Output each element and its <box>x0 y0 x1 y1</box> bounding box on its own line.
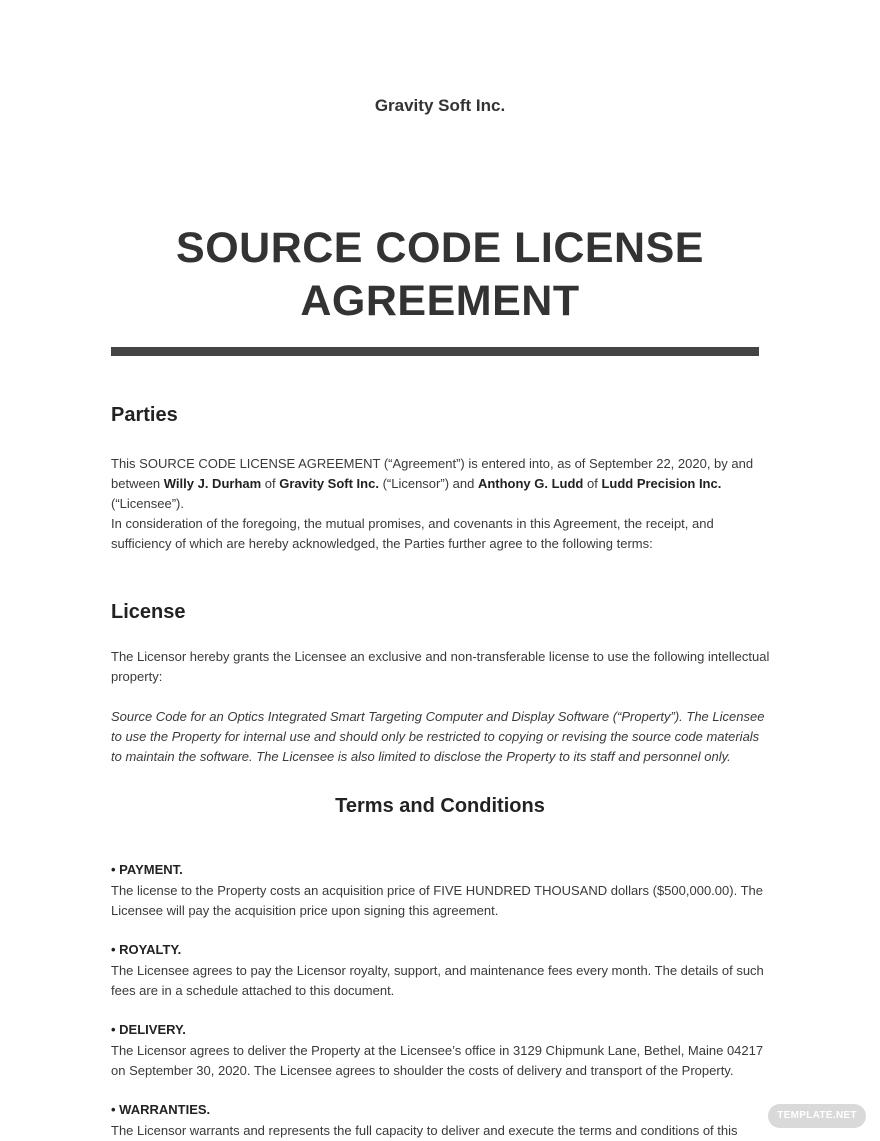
licensee-company: Ludd Precision Inc. <box>601 476 722 491</box>
license-heading: License <box>111 601 186 623</box>
term-title-delivery: • DELIVERY. <box>111 1022 186 1037</box>
parties-heading: Parties <box>111 404 178 426</box>
term-text-royalty: The Licensee agrees to pay the Licensor royalty, support, and maintenance fees every month. The details of such fees are in a schedule attached to this document. <box>111 963 764 998</box>
term-title-warranties: • WARRANTIES. <box>111 1102 211 1117</box>
licensor-company: Gravity Soft Inc. <box>279 476 379 491</box>
licensee-role: (“Licensee”). <box>111 496 184 511</box>
terms-heading: Terms and Conditions <box>335 795 545 817</box>
parties-paragraph <box>111 454 771 514</box>
term-text-delivery: The Licensor agrees to deliver the Property at the Licensee’s office in 3129 Chipmunk Lane, Bethel, Maine 04217 on September 30, 2020. The Licensee agrees to shoulder the costs of delivery and transport of the Property. <box>111 1043 764 1078</box>
property-description: Source Code for an Optics Integrated Smart Targeting Computer and Display Software (“Property”). The Licensee to use the Property for internal use and should only be restricted to copying or revising the source code materials to maintain the software. The Licensee is also limited to disclose the Property to its staff and personnel only. <box>111 709 765 764</box>
company-name: Gravity Soft Inc. <box>374 96 506 115</box>
term-text-warranties: The Licensor warrants and represents the full capacity to deliver and execute the terms and conditions of this <box>111 1123 738 1138</box>
term-title-royalty: • ROYALTY. <box>111 942 182 957</box>
license-grant-paragraph: The Licensor hereby grants the Licensee an exclusive and non-transferable license to use the following intellectual property: <box>111 649 770 684</box>
term-text-payment: The license to the Property costs an acquisition price of FIVE HUNDRED THOUSAND dollars ($500,000.00). The Licensee will pay the acquisition price upon signing this agreement. <box>111 883 763 918</box>
title-line-1: SOURCE CODE LICENSE <box>176 224 704 272</box>
title-line-2: AGREEMENT <box>300 277 580 325</box>
document-title <box>100 222 780 328</box>
consideration-paragraph: In consideration of the foregoing, the mutual promises, and covenants in this Agreement, the receipt, and sufficiency of which are hereby acknowledged, the Parties further agree to the following terms: <box>111 516 714 551</box>
term-title-payment: • PAYMENT. <box>111 862 183 877</box>
licensor-name: Willy J. Durham <box>163 476 262 491</box>
parties-intro-text: This SOURCE CODE LICENSE AGREEMENT (“Agreement”) is entered into, as of September 22, 2020, by and between <box>111 456 754 491</box>
of-text-2: of <box>583 476 602 491</box>
of-text-1: of <box>261 476 280 491</box>
licensor-role: (“Licensor”) and <box>378 476 478 491</box>
template-watermark: TEMPLATE.NET <box>768 1104 866 1128</box>
licensee-name: Anthony G. Ludd <box>477 476 584 491</box>
title-divider <box>111 347 759 356</box>
